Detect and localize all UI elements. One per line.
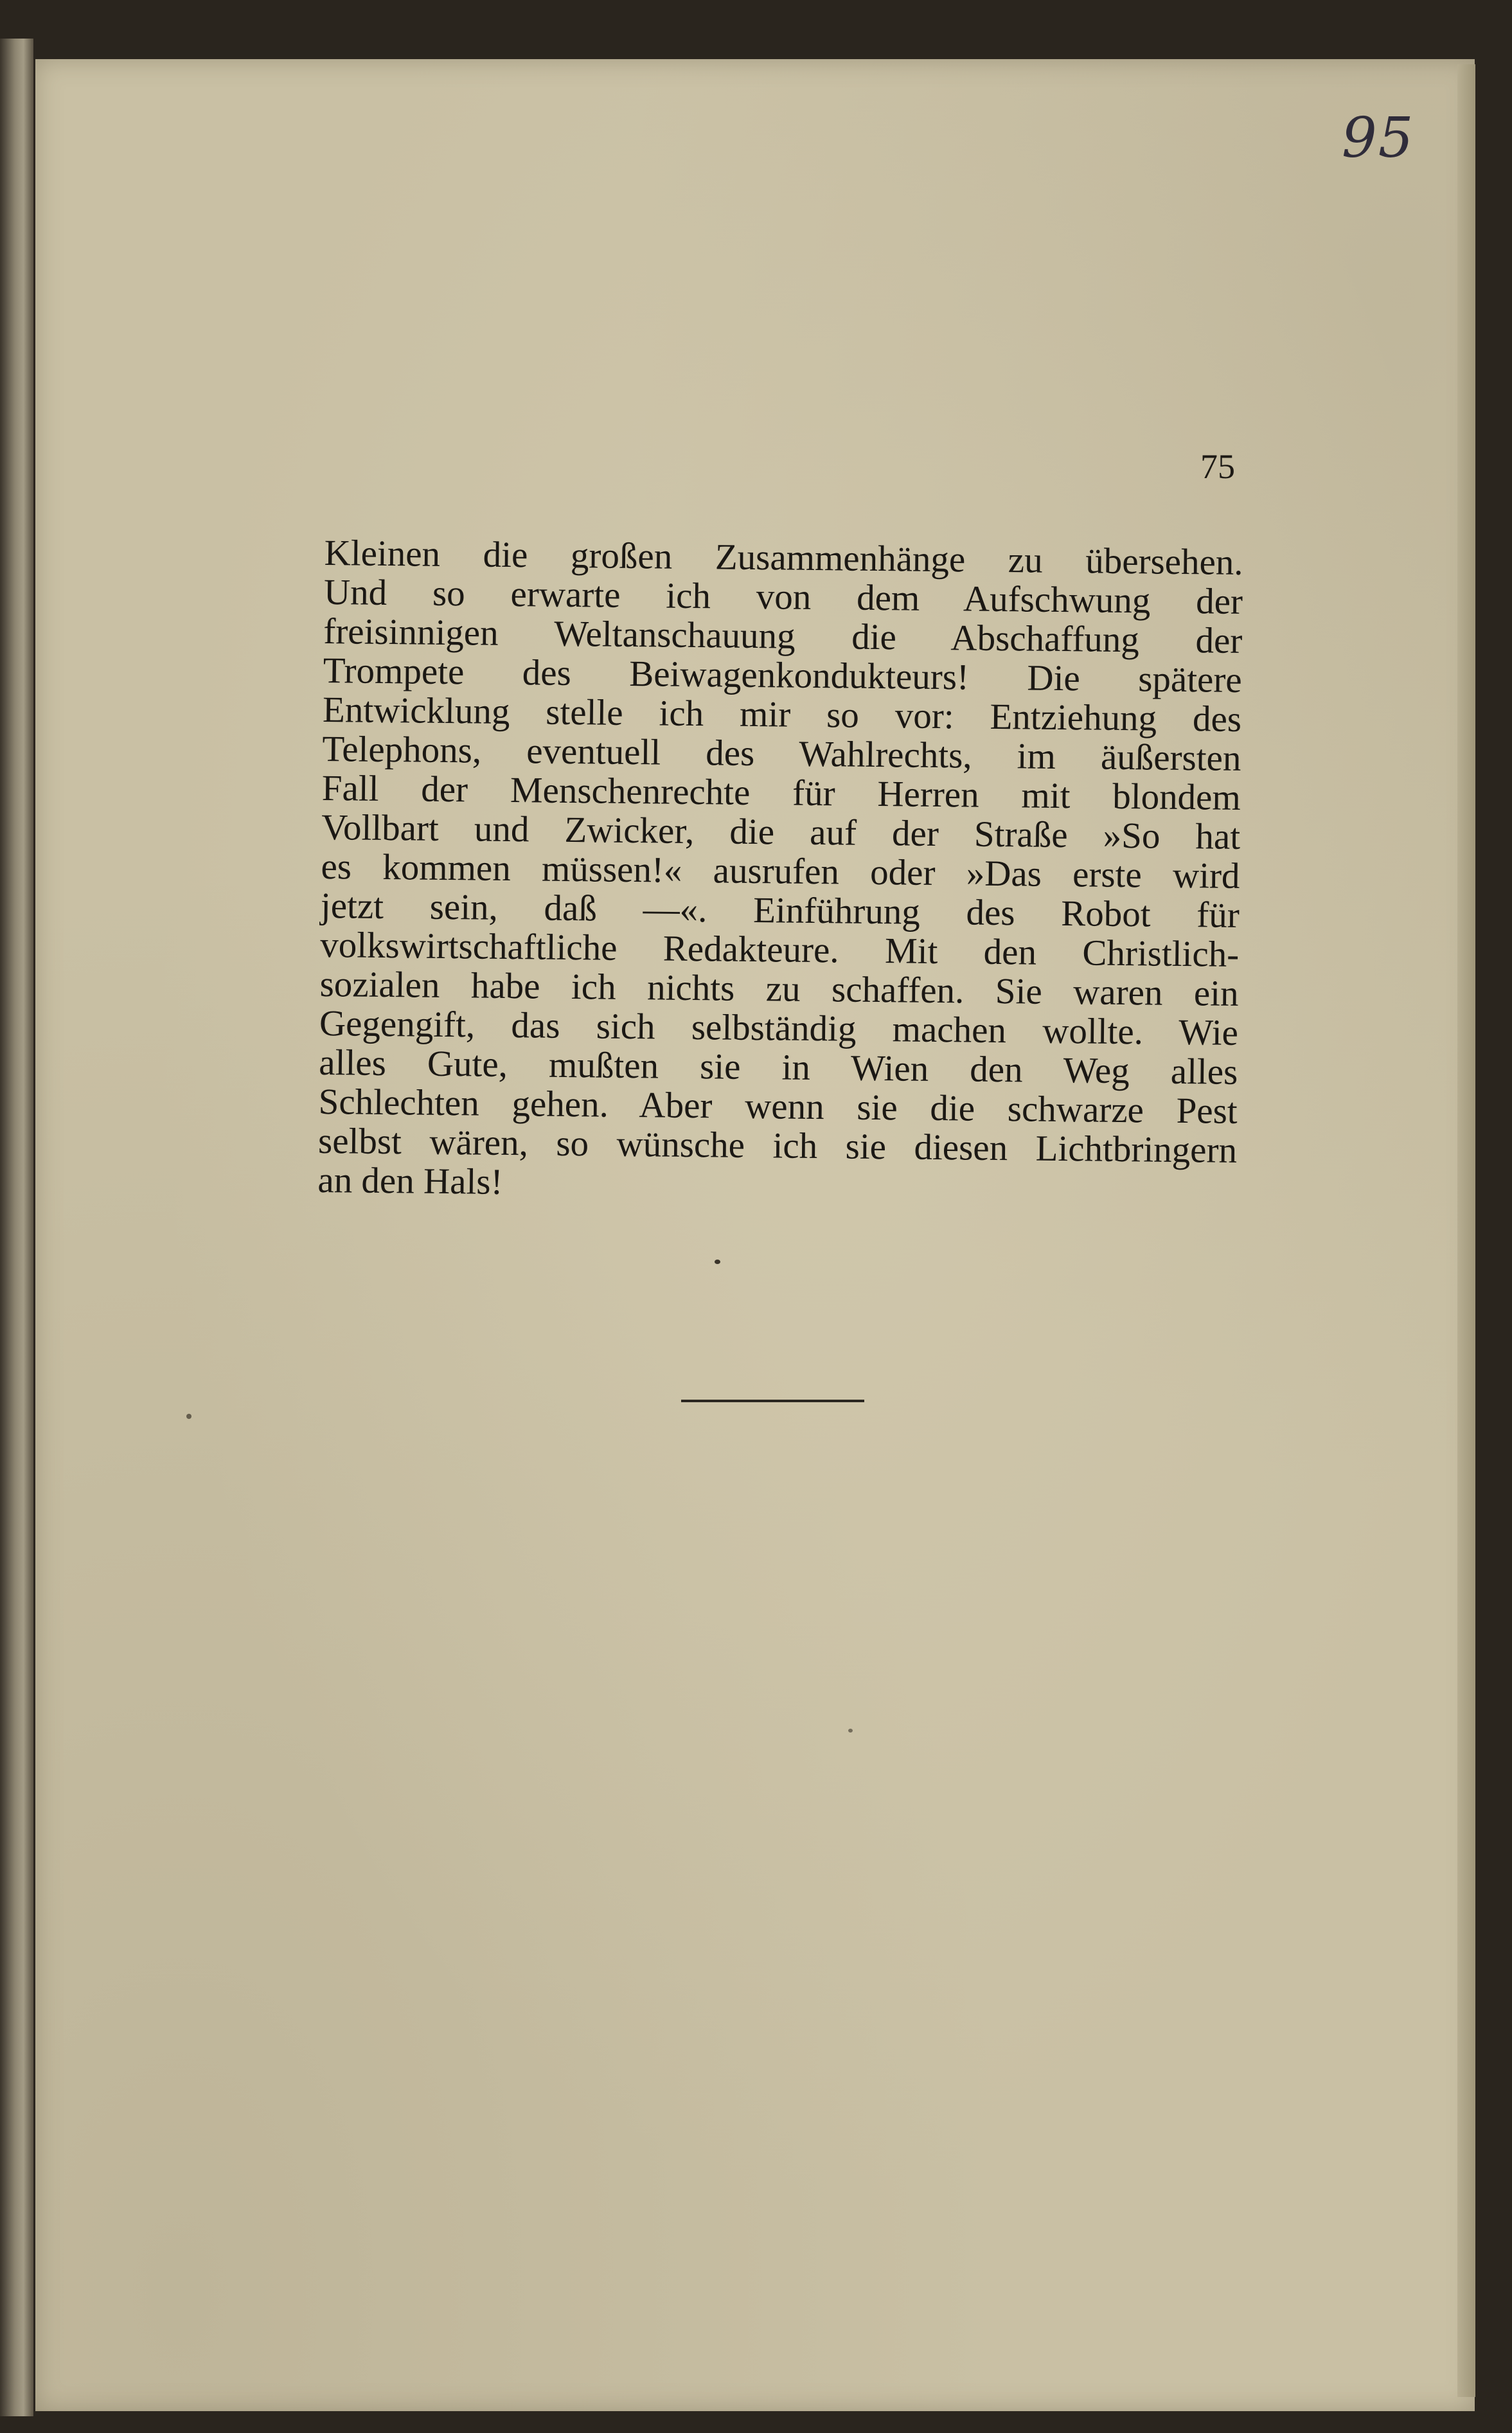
text-line-4: Trompete des Beiwagenkondukteurs! Die spätere <box>323 650 1243 700</box>
text-line-1: Kleinen die großen Zusammenhänge zu übersehen. <box>324 533 1243 583</box>
text-line-14: alles Gute, mußten sie in Wien den Weg alles <box>319 1042 1238 1092</box>
text-line-2: Und so erwarte ich von dem Aufschwung der <box>323 571 1243 622</box>
text-line-6: Telephons, eventuell des Wahlrechts, im äußersten <box>322 728 1241 779</box>
body-paragraph <box>317 533 1243 1209</box>
text-line-12: sozialen habe ich nichts zu schaffen. Sie waren ein <box>319 963 1239 1014</box>
paper-speck <box>848 1729 853 1733</box>
text-line-5: Entwicklung stelle ich mir so vor: Entziehung des <box>322 689 1242 740</box>
previous-page-edge <box>0 39 33 2416</box>
text-line-15: Schlechten gehen. Aber wenn sie die schwarze Pest <box>318 1081 1238 1132</box>
text-line-13: Gegengift, das sich selbständig machen wollte. Wie <box>319 1003 1239 1053</box>
text-line-7: Fall der Menschenrechte für Herren mit blondem <box>321 767 1241 818</box>
page-number: 75 <box>1200 447 1235 486</box>
text-line-10: jetzt sein, daß —«. Einführung des Robot für <box>320 885 1240 936</box>
text-line-16: selbst wären, so wünsche ich sie diesen Lichtbringern <box>317 1120 1238 1171</box>
section-end-rule <box>681 1400 864 1402</box>
text-line-8: Vollbart und Zwicker, die auf der Straße »So hat <box>321 807 1241 857</box>
text-line-11: volkswirtschaftliche Redakteure. Mit den Christlich- <box>319 924 1240 975</box>
text-line-17: an den Hals! <box>317 1159 503 1202</box>
paper-speck <box>715 1260 720 1264</box>
book-page <box>35 59 1475 2411</box>
page-edge-right <box>1457 64 1475 2397</box>
handwritten-archive-number: 95 <box>1342 106 1415 170</box>
text-line-3: freisinnigen Weltanschauung die Abschaffung der <box>323 610 1243 661</box>
paper-speck <box>186 1414 191 1419</box>
text-line-9: es kommen müssen!« ausrufen oder »Das erste wird <box>321 846 1240 896</box>
